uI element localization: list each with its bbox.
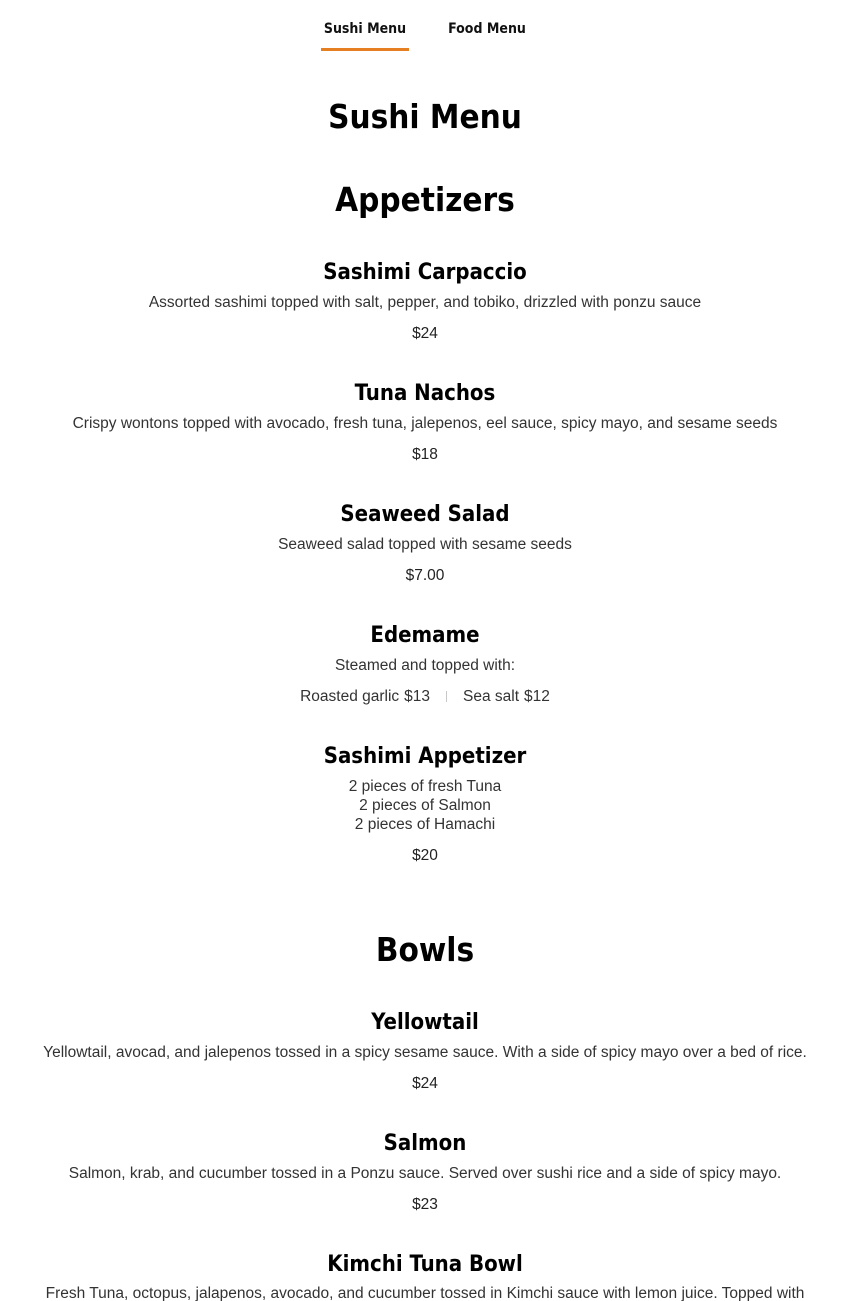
page-title: Sushi Menu xyxy=(328,97,522,136)
item-price: $24 xyxy=(412,325,438,342)
section-title-appetizers: Appetizers xyxy=(335,180,515,219)
item-price: $24 xyxy=(412,1075,438,1092)
variant-price: $13 xyxy=(404,688,431,705)
item-description: Steamed and topped with: xyxy=(334,657,516,674)
variant-price: $12 xyxy=(524,688,550,705)
item-name: Seaweed Salad xyxy=(340,502,510,527)
tab-food-menu[interactable]: Food Menu xyxy=(448,21,526,37)
item-name: Kimchi Tuna Bowl xyxy=(327,1252,523,1277)
item-description: Seaweed salad topped with sesame seeds xyxy=(278,536,572,553)
item-name: Yellowtail xyxy=(371,1010,479,1035)
item-name: Sashimi Carpaccio xyxy=(323,260,527,285)
item-price: $7.00 xyxy=(405,567,445,584)
item-name: Salmon xyxy=(383,1131,467,1156)
item-description: Salmon, krab, and cucumber tossed in a Ponzu sauce. Served over sushi rice and a side of spicy mayo. xyxy=(68,1165,782,1182)
item-price: $20 xyxy=(412,847,438,864)
tab-sushi-menu[interactable]: Sushi Menu xyxy=(321,19,409,51)
menu-tabs xyxy=(0,0,850,60)
variant-divider xyxy=(446,691,447,702)
item-description: Fresh Tuna, octopus, jalapenos, avocado, and cucumber tossed in Kimchi sauce with lemon juice. Topped with xyxy=(45,1285,805,1301)
item-name: Sashimi Appetizer xyxy=(323,744,527,769)
variant-label: Sea salt xyxy=(463,688,520,705)
item-description-line: 2 pieces of fresh Tuna xyxy=(348,778,502,795)
item-description-line: 2 pieces of Salmon xyxy=(359,797,491,814)
variant-label: Roasted garlic xyxy=(300,688,400,705)
item-description: Yellowtail, avocad, and jalepenos tossed in a spicy sesame sauce. With a side of spicy mayo over a bed of rice. xyxy=(43,1044,807,1061)
item-name: Tuna Nachos xyxy=(354,381,496,406)
item-description-line: 2 pieces of Hamachi xyxy=(354,816,496,833)
section-title-bowls: Bowls xyxy=(375,930,475,969)
item-price: $18 xyxy=(412,446,438,463)
item-variants xyxy=(0,687,850,706)
item-name: Edemame xyxy=(370,623,480,648)
item-description: Assorted sashimi topped with salt, pepper, and tobiko, drizzled with ponzu sauce xyxy=(148,294,702,311)
item-description: Crispy wontons topped with avocado, fresh tuna, jalepenos, eel sauce, spicy mayo, and sesame seeds xyxy=(72,415,778,432)
item-price: $23 xyxy=(412,1196,438,1213)
